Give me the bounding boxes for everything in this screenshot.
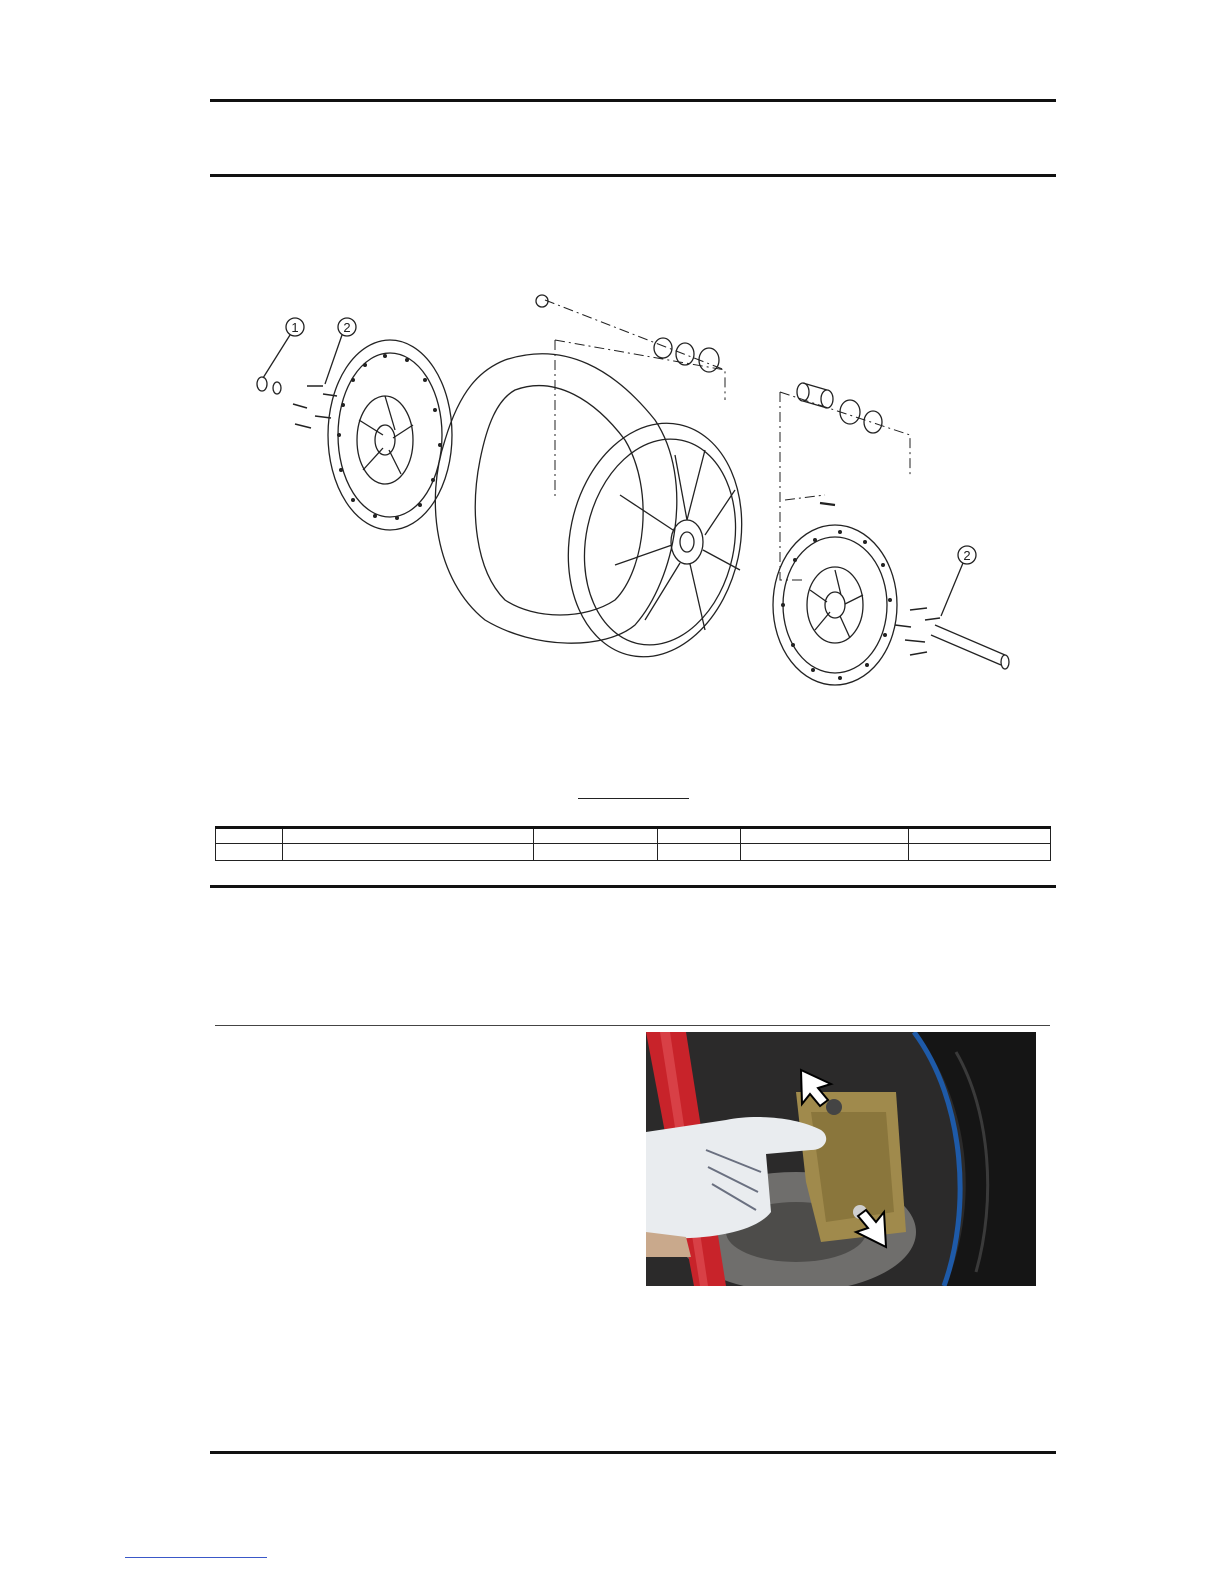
table-header-cell <box>534 828 658 844</box>
table-header-cell <box>909 828 1051 844</box>
right-disc-bolts <box>895 608 940 655</box>
rim <box>547 407 762 673</box>
table-header-cell <box>283 828 534 844</box>
callout-2-right <box>941 546 976 616</box>
figure-caption-line <box>578 798 689 799</box>
header-top-rule <box>210 99 1056 102</box>
table-row <box>216 844 1051 861</box>
table-cell <box>741 844 909 861</box>
right-spacer-bearings <box>797 383 882 433</box>
table-header-cell <box>216 828 283 844</box>
step-divider <box>215 1025 1050 1026</box>
svg-text:2: 2 <box>963 548 971 563</box>
header-bottom-rule <box>210 174 1056 177</box>
table-cell <box>658 844 741 861</box>
table-header-cell <box>658 828 741 844</box>
left-brake-disc <box>328 340 452 530</box>
callout-1 <box>263 318 304 378</box>
assembly-lines <box>545 300 910 580</box>
upper-bearings <box>536 295 719 372</box>
spec-table <box>215 826 1051 861</box>
right-brake-disc <box>773 525 897 685</box>
table-cell <box>909 844 1051 861</box>
svg-text:1: 1 <box>291 320 299 335</box>
footer-link-underline[interactable] <box>125 1557 267 1558</box>
table-cell <box>534 844 658 861</box>
small-bolt <box>820 503 835 505</box>
callout-2-left <box>325 318 356 384</box>
table-cell <box>216 844 283 861</box>
table-header-row <box>216 828 1051 844</box>
table-header-cell <box>741 828 909 844</box>
left-nut-washer <box>257 377 281 394</box>
section-rule <box>210 885 1056 888</box>
wheel-exploded-diagram <box>235 280 1050 700</box>
brake-caliper-photo <box>646 1032 1036 1286</box>
svg-text:2: 2 <box>343 320 351 335</box>
table-cell <box>283 844 534 861</box>
footer-rule <box>210 1451 1056 1454</box>
tyre <box>435 354 676 643</box>
wheel-axle <box>931 625 1009 669</box>
